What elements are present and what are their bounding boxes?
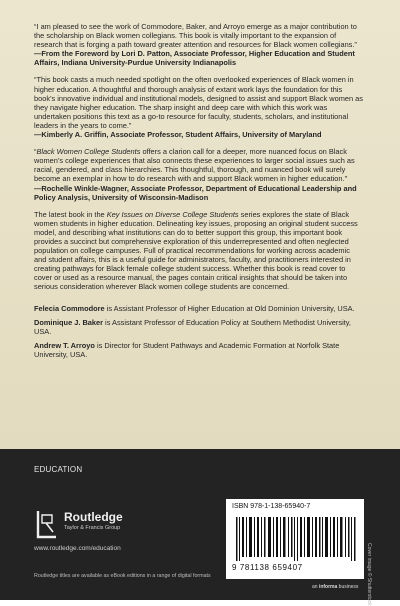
author-bio-text: is Director for Student Pathways and Academic Formation at Norfolk State University, USA.	[34, 340, 340, 359]
endorsement-2	[34, 75, 364, 139]
endorsement-attribution: —From the Foreword by Lori D. Patton, Associate Professor, Higher Education and Student Affairs, Indiana University-Purdue University Indianapolis	[34, 49, 355, 68]
author-name: Felecia Commodore	[34, 303, 105, 313]
publisher-logo	[34, 509, 204, 543]
isbn-text: ISBN 978-1-138-65940-7	[232, 503, 311, 510]
informa-brand: informa	[318, 584, 338, 590]
book-description	[34, 210, 364, 292]
publisher-name: Routledge	[64, 510, 123, 524]
author-bio-text: is Assistant Professor of Higher Education at Old Dominion University, USA.	[104, 303, 355, 313]
endorsement-attribution: —Kimberly A. Griffin, Associate Professor, Student Affairs, University of Maryland	[34, 130, 322, 140]
informa-suffix: business	[337, 584, 359, 590]
author-name: Andrew T. Arroyo	[34, 340, 95, 350]
subject-category: EDUCATION	[34, 465, 83, 474]
cover-image-credit: Cover image © Shutterstock	[366, 543, 372, 606]
author-bio-text: is Assistant Professor of Education Policy at Southern Methodist University, USA.	[34, 317, 351, 336]
barcode-icon	[236, 517, 356, 561]
back-cover-text	[34, 22, 364, 364]
isbn-barcode	[226, 499, 364, 579]
back-cover-bottom	[0, 449, 400, 606]
informa-prefix: an	[312, 584, 319, 590]
informa-business-tag	[312, 584, 358, 590]
endorsement-book-title: Black Women College Students	[36, 147, 141, 157]
endorsement-1	[34, 22, 364, 67]
publisher-subtitle: Taylor & Francis Group	[64, 525, 121, 531]
endorsement-quote: offers a clarion call for a deeper, more nuanced focus on Black women’s college experiences that also connects these experiences to larger social issues such as racial, gendered, and class hierarchies. This thoughtful, thorough, and nuanced book will surely become an exemplar in how to do research with and support Black women in higher education.”	[34, 147, 355, 184]
author-bio	[34, 341, 364, 359]
endorsement-quote: “This book casts a much needed spotlight on the often overlooked experiences of Black women in higher education. A thoughtful and thorough analysis of extant work lays the foundation for this book’s innovative individual and institutional models, designed to assist and support Black women as they navigate higher education. The sharp insight and deep care with which this work was undertaken positions this text as a go-to resource for faculty, students, scholars, and institutional leaders in the years to come.”	[34, 75, 363, 130]
barcode-number: 9 781138 659407	[232, 563, 303, 572]
description-text: series explores the state of Black women students in higher education. Delineating key issues, proposing an original student success model, and describing what institutions can do to better support this group, this important book provides a succinct but comprehensive exploration of this underrepresented and often neglected population on college campuses. Full of practical recommendations for working across academic and student affairs, this is a useful guide for administrators, faculty, and practitioners interested in creating pathways for Black female college student success. Whether this book is read cover to cover or used as a resource manual, the pages contain critical insights that should be taken into serious consideration wherever Black women college students are concerned.	[34, 209, 358, 292]
endorsement-attribution: —Rochelle Winkle-Wagner, Associate Professor, Department of Educational Leadership and Policy Analysis, University of Wisconsin-Madison	[34, 183, 357, 202]
author-bio	[34, 304, 364, 313]
author-bio	[34, 318, 364, 336]
endorsement-3: “Black Women College Students offers a clarion call for a deeper, more nuanced focus on Black women’s college experiences that also connects these experiences to larger social issues such as racial, gendered, and class hierarchies. This thoughtful, thorough, and nuanced book will surely become an exemplar in how to do research with and support Black women in higher education.” —Rochelle Winkle-Wagner, Associate Professor, Department of Educational Leadership and Policy Analysis, University of Wisconsin-Madison	[34, 147, 364, 202]
routledge-logo-icon	[34, 509, 60, 539]
series-title: Key Issues on Diverse College Students	[106, 209, 239, 219]
description-text: The latest book in the	[34, 209, 107, 219]
author-name: Dominique J. Baker	[34, 317, 103, 327]
endorsement-quote: “I am pleased to see the work of Commodore, Baker, and Arroyo emerge as a major contribution to the scholarship on Black women collegians. This book is vitally important to the expansion of research that is forging a path toward greater attention and resources for Black women collegians.”	[34, 22, 357, 50]
publisher-url: www.routledge.com/education	[34, 545, 121, 552]
ebook-note: Routledge titles are available as eBook editions in a range of digital formats	[34, 573, 211, 579]
